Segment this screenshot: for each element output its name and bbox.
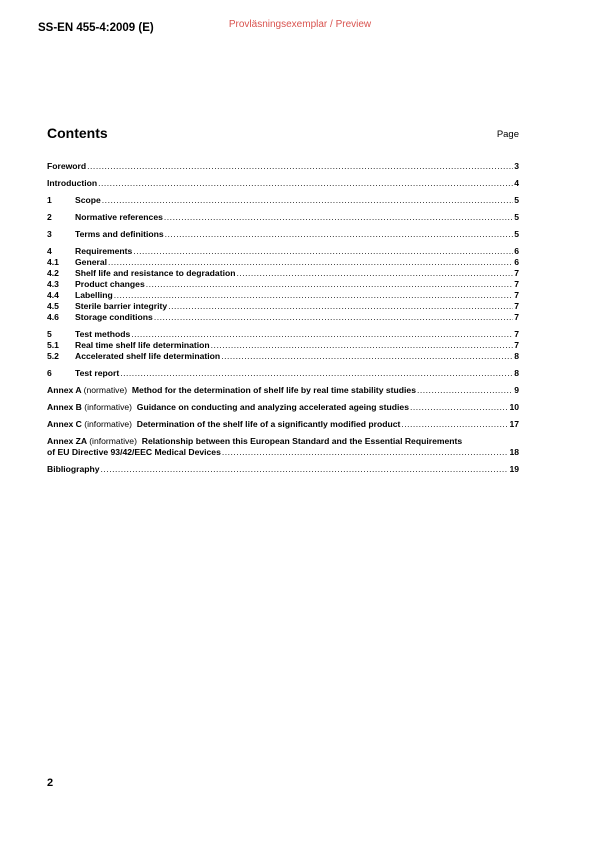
dot-leader: [98, 178, 513, 189]
page-column-label: Page: [496, 129, 519, 140]
toc-entry-title: Terms and definitions: [75, 229, 164, 239]
dot-leader: [417, 385, 513, 396]
toc-entry-title: Normative references: [75, 212, 163, 222]
toc-entry-real-time-shelf-life[interactable]: [47, 340, 519, 351]
toc-entry-title: Guidance on conducting and analyzing accelerated ageing studies: [136, 402, 409, 412]
annex-kind: (informative): [84, 402, 133, 412]
toc-entry-page: 7: [514, 279, 519, 289]
toc-entry-product-changes[interactable]: [47, 279, 519, 290]
annex-label: Annex A: [47, 385, 82, 395]
dot-leader: [222, 447, 509, 458]
toc-entry-title: Scope: [75, 195, 101, 205]
toc-entry-page: 5: [514, 229, 519, 239]
toc-entry-labelling[interactable]: [47, 290, 519, 301]
dot-leader: [165, 229, 514, 240]
toc-entry-introduction[interactable]: [47, 178, 519, 189]
toc-entry-title: Sterile barrier integrity: [75, 301, 168, 311]
toc-entry-title: Accelerated shelf life determination: [75, 351, 221, 361]
toc-annex-heading: [47, 419, 400, 430]
toc-entry-page: 6: [514, 257, 519, 267]
page-number: 2: [47, 777, 54, 789]
toc-entry-shelf-life[interactable]: [47, 268, 519, 279]
dot-leader: [211, 340, 514, 351]
toc-entry-page: 9: [514, 385, 519, 395]
toc-entry-number: 5: [47, 329, 52, 339]
toc-annex-heading: [47, 402, 409, 413]
toc-entry-number: 4.2: [47, 268, 59, 278]
toc-entry-foreword[interactable]: [47, 161, 519, 172]
dot-leader: [114, 290, 513, 301]
dot-leader: [133, 246, 513, 257]
dot-leader: [236, 268, 513, 279]
toc-entry-title: Real time shelf life determination: [75, 340, 210, 350]
toc-entry-page: 4: [514, 178, 519, 188]
toc-entry-page: 10: [509, 402, 519, 412]
toc-entry-number: 4.6: [47, 312, 59, 322]
toc-entry-bibliography[interactable]: [47, 464, 519, 475]
dot-leader: [164, 212, 513, 223]
toc-entry-test-report[interactable]: [47, 368, 519, 379]
toc-entry-page: 7: [514, 290, 519, 300]
toc-entry-number: 3: [47, 229, 52, 239]
toc-entry-title: Requirements: [75, 246, 133, 256]
toc-entry-title: Determination of the shelf life of a significantly modified product: [136, 419, 401, 429]
dot-leader: [410, 402, 508, 413]
toc-entry-title: Storage conditions: [75, 312, 153, 322]
toc-entry-annex-c[interactable]: [47, 419, 519, 430]
toc-entry-title: Shelf life and resistance to degradation: [75, 268, 236, 278]
toc-annex-heading: [47, 385, 416, 396]
toc-entry-number: 2: [47, 212, 52, 222]
toc-entry-accelerated-shelf-life[interactable]: [47, 351, 519, 362]
toc-entry-requirements[interactable]: [47, 246, 519, 257]
toc-entry-page: 18: [509, 447, 519, 457]
toc-entry-number: 5.1: [47, 340, 59, 350]
dot-leader: [154, 312, 513, 323]
toc-entry-number: 5.2: [47, 351, 59, 361]
annex-label: Annex C: [47, 419, 82, 429]
annex-label: Annex B: [47, 402, 82, 412]
toc-entry-page: 7: [514, 301, 519, 311]
toc-entry-page: 5: [514, 212, 519, 222]
toc-entry-number: 6: [47, 368, 52, 378]
dot-leader: [401, 419, 508, 430]
annex-kind: (informative): [84, 419, 133, 429]
preview-watermark: Provläsningsexemplar / Preview: [228, 19, 372, 30]
toc-entry-test-methods[interactable]: [47, 329, 519, 340]
toc-annex-heading: [47, 436, 462, 447]
toc-entry-number: 4.3: [47, 279, 59, 289]
toc-entry-title: General: [75, 257, 108, 267]
toc-entry-number: 4.1: [47, 257, 59, 267]
toc-annex-za-line-1: [47, 436, 519, 447]
toc-entry-page: 5: [514, 195, 519, 205]
toc-entry-number: 4: [47, 246, 52, 256]
toc-entry-annex-b[interactable]: [47, 402, 519, 413]
dot-leader: [108, 257, 513, 268]
toc-entry-title: Method for the determination of shelf life by real time stability studies: [131, 385, 416, 395]
toc-entry-number: 4.4: [47, 290, 59, 300]
toc-entry-general[interactable]: [47, 257, 519, 268]
toc-entry-annex-a[interactable]: [47, 385, 519, 396]
contents-heading: Contents: [47, 125, 108, 141]
annex-label: Annex ZA: [47, 436, 87, 446]
toc-entry-number: 1: [47, 195, 52, 205]
toc-entry-title: Labelling: [75, 290, 113, 300]
dot-leader: [120, 368, 513, 379]
dot-leader: [87, 161, 513, 172]
toc-entry-title-continuation: of EU Directive 93/42/EEC Medical Devices: [47, 447, 221, 457]
table-of-contents: [47, 161, 519, 475]
toc-entry-number: 4.5: [47, 301, 59, 311]
toc-entry-page: 17: [509, 419, 519, 429]
toc-entry-title: Relationship between this European Standard and the Essential Requirements: [141, 436, 463, 446]
toc-entry-normative-references[interactable]: [47, 212, 519, 223]
dot-leader: [102, 195, 513, 206]
toc-entry-page: 8: [514, 368, 519, 378]
annex-kind: (informative): [89, 436, 137, 446]
dot-leader: [168, 301, 513, 312]
toc-entry-scope[interactable]: [47, 195, 519, 206]
document-id: SS-EN 455-4:2009 (E): [38, 22, 154, 34]
toc-entry-title: Foreword: [47, 161, 87, 171]
annex-kind: (normative): [83, 385, 128, 395]
toc-entry-sterile-barrier[interactable]: [47, 301, 519, 312]
toc-entry-title: Product changes: [75, 279, 145, 289]
toc-entry-page: 3: [514, 161, 519, 171]
toc-entry-annex-za[interactable]: [47, 436, 519, 458]
dot-leader: [101, 464, 509, 475]
toc-entry-page: 8: [514, 351, 519, 361]
toc-entry-storage-conditions[interactable]: [47, 312, 519, 323]
toc-entry-page: 7: [514, 268, 519, 278]
dot-leader: [221, 351, 513, 362]
toc-entry-title: Introduction: [47, 178, 98, 188]
toc-entry-page: 7: [514, 340, 519, 350]
toc-entry-page: 7: [514, 312, 519, 322]
dot-leader: [146, 279, 513, 290]
toc-entry-title: Test report: [75, 368, 120, 378]
toc-entry-page: 7: [514, 329, 519, 339]
toc-entry-title: Test methods: [75, 329, 131, 339]
toc-entry-page: 6: [514, 246, 519, 256]
dot-leader: [131, 329, 513, 340]
toc-entry-title: Bibliography: [47, 464, 100, 474]
toc-entry-terms-and-definitions[interactable]: [47, 229, 519, 240]
toc-entry-page: 19: [509, 464, 519, 474]
toc-annex-za-line-2: [47, 447, 519, 458]
